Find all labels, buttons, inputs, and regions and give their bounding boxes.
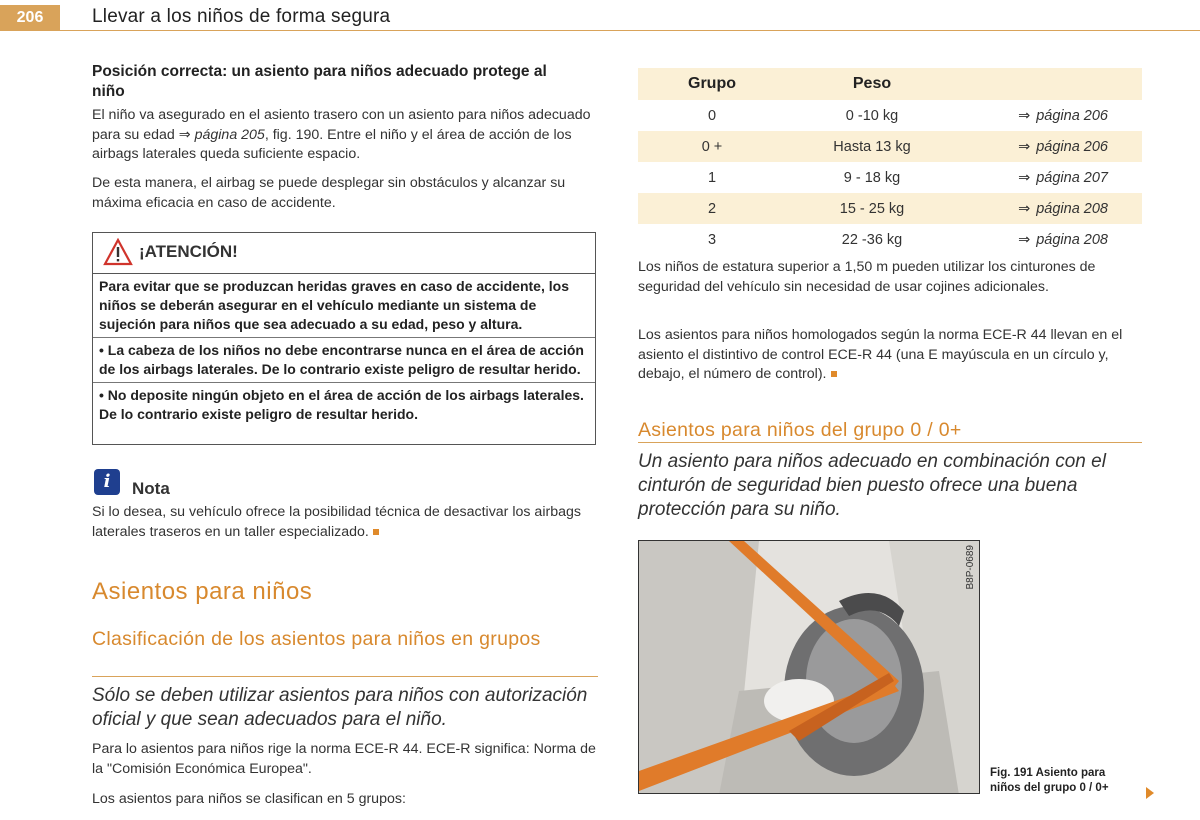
page-number: 206 xyxy=(0,5,60,30)
cell-grupo: 2 xyxy=(638,193,786,224)
paragraph-groups: Los asientos para niños se clasifican en 5 grupos: xyxy=(92,791,406,807)
cell-ref-text: página 206 xyxy=(1036,107,1108,124)
nota-text xyxy=(92,503,598,542)
cell-grupo: 0 + xyxy=(638,131,786,162)
warning-header xyxy=(93,233,595,274)
subsection-title-classification: Clasificación de los asientos para niños en grupos xyxy=(92,628,541,650)
subsection-rule xyxy=(92,676,598,677)
nota-title: Nota xyxy=(132,479,170,498)
table-row xyxy=(638,193,1142,224)
lead-text-group0: Un asiento para niños adecuado en combinación con el cinturón de seguridad bien puesto ofrece una buena protección para su niño. xyxy=(638,451,1106,520)
figure-caption-line: Fig. 191 Asiento para xyxy=(990,767,1106,779)
paragraph-intro-text-cont: , fig. 190. Entre el niño y el área de acción de los airbags laterales queda suficiente espacio. xyxy=(92,126,572,162)
groups-table xyxy=(638,68,1142,255)
cell-ref-text: página 207 xyxy=(1036,169,1108,186)
arrow-icon: ⇒ xyxy=(1018,138,1031,155)
continue-arrow-icon xyxy=(1146,787,1154,799)
cell-peso: Hasta 13 kg xyxy=(786,131,958,162)
cell-peso: 9 - 18 kg xyxy=(843,169,901,186)
end-of-section-marker xyxy=(831,371,837,377)
subsection-title-group0: Asientos para niños del grupo 0 / 0+ xyxy=(638,419,962,441)
cell-ref xyxy=(958,100,1142,131)
header-rule xyxy=(0,30,1200,31)
table-row xyxy=(638,162,1142,193)
column-header-peso: Peso xyxy=(786,68,958,100)
paragraph-homologation xyxy=(638,326,1142,385)
figure-caption-line: niños del grupo 0 / 0+ xyxy=(990,782,1109,794)
warning-box xyxy=(92,232,596,445)
child-seat-illustration xyxy=(639,541,980,794)
arrow-icon: ⇒ xyxy=(1018,107,1031,124)
arrow-icon: ⇒ xyxy=(1018,200,1031,217)
figure-caption xyxy=(990,766,1109,796)
cell-grupo: 1 xyxy=(707,169,717,186)
warning-bullet: • La cabeza de los niños no debe encontrarse nunca en el área de acción de los airbags laterales. De lo contrario existe peligro de resultar herido. xyxy=(99,342,584,377)
running-header-title: Llevar a los niños de forma segura xyxy=(92,6,391,27)
table-header-row xyxy=(638,68,1142,100)
paragraph-height: Los niños de estatura superior a 1,50 m pueden utilizar los cinturones de seguridad del vehículo sin necesidad de usar cojines adicionales. xyxy=(638,259,1096,295)
arrow-icon: ⇒ xyxy=(1018,231,1031,248)
end-of-section-marker xyxy=(373,529,379,535)
cell-ref xyxy=(958,162,1142,193)
cell-peso: 22 -36 kg xyxy=(841,231,903,248)
arrow-icon: ⇒ xyxy=(1018,169,1031,186)
cell-peso: 15 - 25 kg xyxy=(786,193,958,224)
lead-text-classification: Sólo se deben utilizar asientos para niños con autorización oficial y que sean adecuados para el niño. xyxy=(92,685,588,730)
table-row xyxy=(638,100,1142,131)
table-row xyxy=(638,224,1142,255)
cell-ref xyxy=(958,193,1142,224)
paragraph-intro-text: El niño va asegurado en el asiento trasero con un asiento para niños adecuado para su edad xyxy=(92,107,591,143)
cell-ref-text: página 208 xyxy=(1036,200,1108,217)
warning-title: ¡ATENCIÓN! xyxy=(139,242,238,261)
cell-ref xyxy=(958,131,1142,162)
paragraph-norm: Para lo asientos para niños rige la norma ECE-R 44. ECE-R significa: Norma de la "Comisión Económica Europea". xyxy=(92,741,596,777)
paragraph-homologation-text: Los asientos para niños homologados según la norma ECE-R 44 llevan en el asiento el distintivo de control ECE-R 44 (una E mayúscula en un círculo y, debajo, el número de control). xyxy=(638,327,1123,382)
paragraph-airbag: De esta manera, el airbag se puede desplegar sin obstáculos y alcanzar su máxima eficacia en caso de accidente. xyxy=(92,175,566,211)
column-header-empty xyxy=(958,68,1142,100)
cell-peso: 0 -10 kg xyxy=(845,107,899,124)
subheading-correct-position: Posición correcta: un asiento para niños adecuado protege al niño xyxy=(92,63,547,100)
info-icon: i xyxy=(94,469,120,495)
cell-grupo: 3 xyxy=(707,231,717,248)
cell-ref-text: página 208 xyxy=(1036,231,1108,248)
paragraph-intro xyxy=(92,106,598,165)
warning-separator xyxy=(93,337,595,338)
figure-child-seat-photo xyxy=(638,540,980,794)
warning-triangle-icon xyxy=(103,238,133,266)
section-title: Asientos para niños xyxy=(92,578,313,605)
warning-separator xyxy=(93,382,595,383)
cell-ref xyxy=(958,224,1142,255)
table-row xyxy=(638,131,1142,162)
nota-text-content: Si lo desea, su vehículo ofrece la posibilidad técnica de desactivar los airbags laterales traseros en un taller especializado. xyxy=(92,504,581,540)
cell-ref-text: página 206 xyxy=(1036,138,1108,155)
figure-code: B8P-0689 xyxy=(965,545,976,590)
page-reference: ⇒ página 205 xyxy=(178,126,265,143)
warning-body xyxy=(93,274,595,424)
cell-grupo: 0 xyxy=(707,107,717,124)
warning-bullet: • No deposite ningún objeto en el área de acción de los airbags laterales. De lo contrario existe peligro de resultar herido. xyxy=(99,387,584,422)
subsection-rule xyxy=(638,442,1142,443)
column-header-grupo: Grupo xyxy=(638,68,786,100)
warning-paragraph: Para evitar que se produzcan heridas graves en caso de accidente, los niños se deberán asegurar en el vehículo mediante un sistema de sujeción para niños que sea adecuado a su edad, peso y altura. xyxy=(99,278,569,332)
